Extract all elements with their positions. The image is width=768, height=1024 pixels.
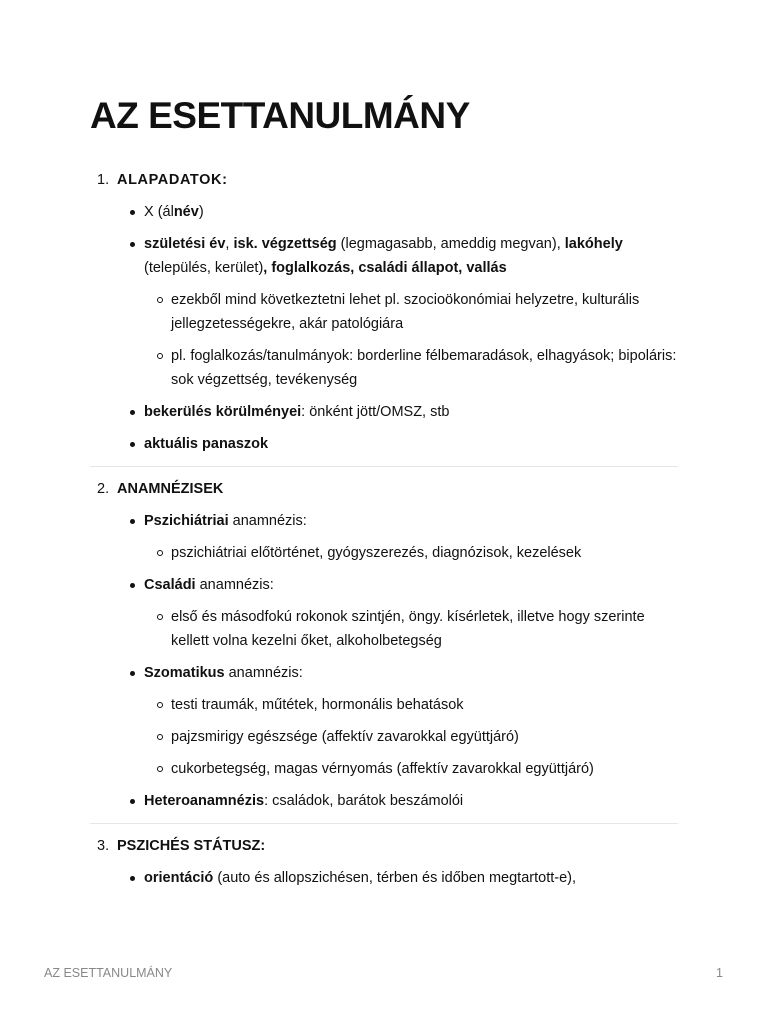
bullet-list <box>117 509 678 813</box>
sub-bullet-list <box>144 605 678 653</box>
list-item: Családi anamnézis: első és másodfokú rokonok szintjén, öngy. kísérletek, illetve hogy szerinte kellett volna kezelni őket, alkoholbetegség <box>117 573 678 653</box>
list-item: Pszichiátriai anamnézis: pszichiátriai előtörténet, gyógyszerezés, diagnózisok, kezelések <box>117 509 678 565</box>
bullet-list <box>117 866 678 890</box>
section-heading <box>97 834 678 858</box>
sub-bullet-list <box>144 693 678 781</box>
page-title: AZ ESETTANULMÁNY <box>90 95 470 136</box>
sub-bullet-list <box>144 541 678 565</box>
section-number: 1. <box>97 172 110 188</box>
page-number: 1 <box>716 966 723 980</box>
sub-list-item: testi traumák, műtétek, hormonális behatások <box>144 693 678 717</box>
section-heading <box>97 168 678 192</box>
sub-list-item: pajzsmirigy egészsége (affektív zavarokkal együttjáró) <box>144 725 678 749</box>
list-item: születési év, isk. végzettség (legmagasabb, ameddig megvan), lakóhely (település, kerület), foglalkozás, családi állapot, vallás ezekből mind következtetni lehet pl. szocioökonómiai helyzetre, kulturális jellegzetességekre, akár patológiára pl. foglalkozás/tanulmányok: borderline félbemaradások, elhagyások; bipoláris: sok végzettség, tevékenység <box>117 232 678 392</box>
section-alapadatok <box>90 168 678 456</box>
bullet-list <box>117 200 678 456</box>
sub-list-item: cukorbetegség, magas vérnyomás (affektív zavarokkal együttjáró) <box>144 757 678 781</box>
list-item: X (álnév) <box>117 200 678 224</box>
section-number: 3. <box>97 838 110 854</box>
section-heading <box>97 477 678 501</box>
list-item: orientáció (auto és allopszichésen, térben és időben megtartott-e), <box>117 866 678 890</box>
section-number: 2. <box>97 481 110 497</box>
section-title: PSZICHÉS STÁTUSZ: <box>117 838 266 854</box>
list-item: aktuális panaszok <box>117 432 678 456</box>
sub-list-item: pszichiátriai előtörténet, gyógyszerezés, diagnózisok, kezelések <box>144 541 678 565</box>
list-item: Szomatikus anamnézis: testi traumák, műtétek, hormonális behatások pajzsmirigy egészsége (affektív zavarokkal együttjáró) cukorbetegség, magas vérnyomás (affektív zavarokkal együttjáró) <box>117 661 678 781</box>
list-item: Heteroanamnézis: családok, barátok beszámolói <box>117 789 678 813</box>
sub-list-item: ezekből mind következtetni lehet pl. szocioökonómiai helyzetre, kulturális jellegzetességekre, akár patológiára <box>144 288 678 336</box>
sub-list-item: pl. foglalkozás/tanulmányok: borderline félbemaradások, elhagyások; bipoláris: sok végzettség, tevékenység <box>144 344 678 392</box>
sub-list-item: első és másodfokú rokonok szintjén, öngy. kísérletek, illetve hogy szerinte kellett volna kezelni őket, alkoholbetegség <box>144 605 678 653</box>
list-item: bekerülés körülményei: önként jött/OMSZ, stb <box>117 400 678 424</box>
sub-bullet-list <box>144 288 678 392</box>
section-pszichés-statusz <box>90 823 678 890</box>
section-anamnezisek <box>90 466 678 813</box>
section-title: ALAPADATOK: <box>117 172 228 188</box>
section-title: ANAMNÉZISEK <box>117 481 224 497</box>
document-body <box>90 168 678 890</box>
footer-document-title: AZ ESETTANULMÁNY <box>44 966 173 980</box>
